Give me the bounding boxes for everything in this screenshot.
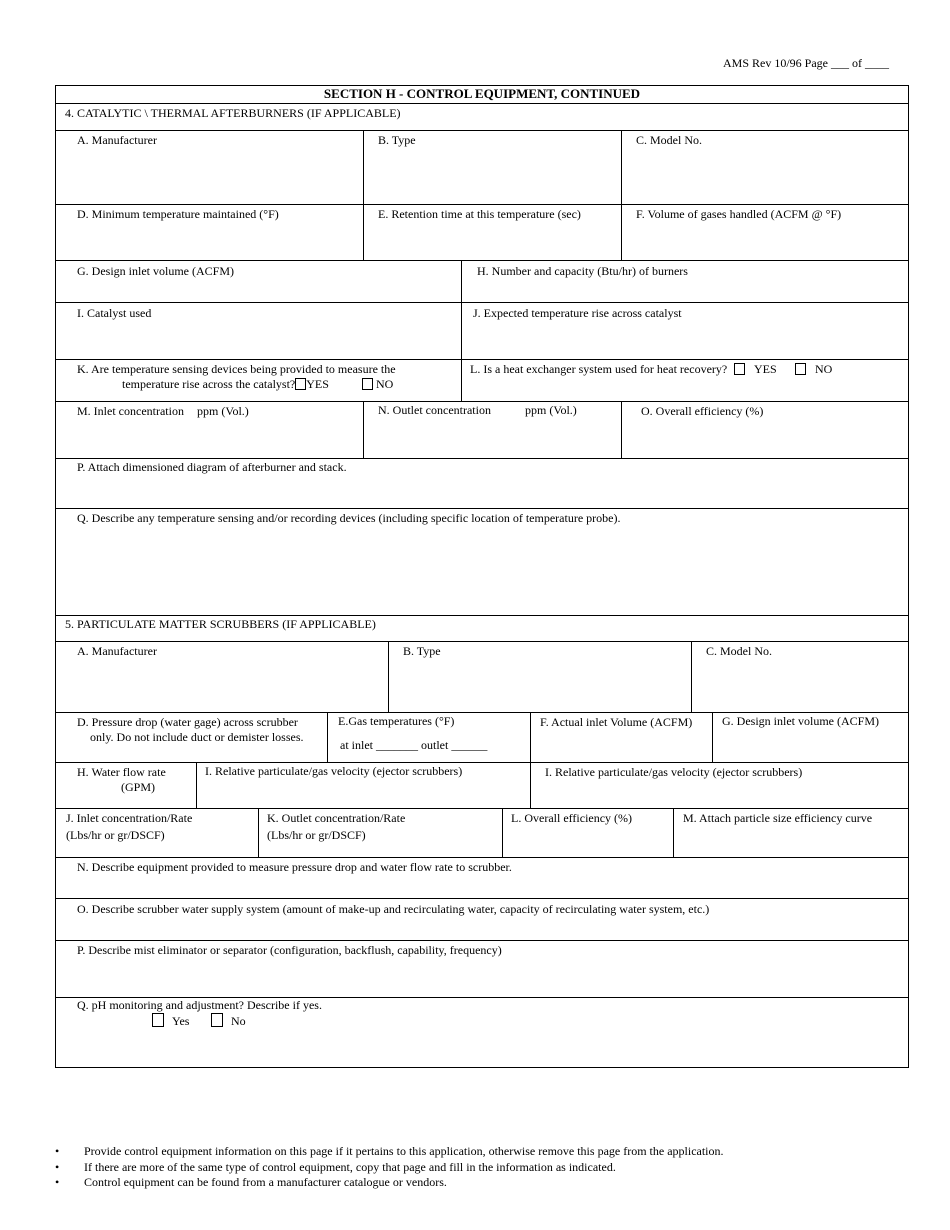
p5-ph-yes-option xyxy=(152,1013,189,1028)
p5-relative-velocity-right: I. Relative particulate/gas velocity (ejector scrubbers) xyxy=(545,765,803,779)
p5-ph-no-checkbox[interactable] xyxy=(211,1013,223,1027)
p5-manufacturer-label: A. Manufacturer xyxy=(77,644,157,658)
p4-catalyst-label: I. Catalyst used xyxy=(77,306,152,320)
part4-heading: 4. CATALYTIC \ THERMAL AFTERBURNERS (IF APPLICABLE) xyxy=(65,106,401,120)
p4-burners-label: H. Number and capacity (Btu/hr) of burners xyxy=(477,264,688,278)
p5-inlet-conc-line2: (Lbs/hr or gr/DSCF) xyxy=(66,828,165,842)
p4-k-no-label: NO xyxy=(376,377,394,391)
p4-l-yes-option xyxy=(734,362,777,376)
part5-heading: 5. PARTICULATE MATTER SCRUBBERS (IF APPLICABLE) xyxy=(65,617,376,631)
p4-type-label: B. Type xyxy=(378,133,416,147)
p5-model-label: C. Model No. xyxy=(706,644,772,658)
p4-l-yes-label: YES xyxy=(754,362,777,376)
p4-k-question-line2 xyxy=(122,377,329,391)
p5-design-inlet-label: G. Design inlet volume (ACFM) xyxy=(722,714,879,728)
p4-design-inlet-label: G. Design inlet volume (ACFM) xyxy=(77,264,234,278)
p5-outlet-conc-line1: K. Outlet concentration/Rate xyxy=(267,811,406,825)
note-item: • Control equipment can be found from a manufacturer catalogue or vendors. xyxy=(55,1175,724,1191)
p4-l-yes-checkbox[interactable] xyxy=(734,363,745,375)
p4-l-no-checkbox[interactable] xyxy=(795,363,806,375)
p4-outlet-conc-unit: ppm (Vol.) xyxy=(525,403,577,417)
p4-sensing-devices-label: Q. Describe any temperature sensing and/or recording devices (including specific location of temperature probe). xyxy=(77,511,621,525)
p5-ph-monitoring-label: Q. pH monitoring and adjustment? Describe if yes. xyxy=(77,998,322,1012)
p4-min-temp-label: D. Minimum temperature maintained (°F) xyxy=(77,207,279,221)
page-revision: AMS Rev 10/96 Page ___ of ____ xyxy=(723,56,889,70)
section-title: SECTION H - CONTROL EQUIPMENT, CONTINUED xyxy=(323,86,641,101)
p5-relative-velocity-left: I. Relative particulate/gas velocity (ejector scrubbers) xyxy=(205,764,463,778)
p4-l-no-label: NO xyxy=(815,362,833,376)
p5-ph-no-option xyxy=(211,1013,246,1028)
p5-gas-temp-label: E.Gas temperatures (°F) xyxy=(338,714,455,728)
p5-ph-yes-checkbox[interactable] xyxy=(152,1013,164,1027)
p4-efficiency-label: O. Overall efficiency (%) xyxy=(641,404,764,418)
p4-gas-volume-label: F. Volume of gases handled (ACFM @ °F) xyxy=(636,207,842,221)
p4-k-yes-checkbox[interactable] xyxy=(295,378,306,390)
p5-measure-equipment-label: N. Describe equipment provided to measure pressure drop and water flow rate to scrubber. xyxy=(77,860,512,874)
p4-manufacturer-label: A. Manufacturer xyxy=(77,133,157,147)
p4-diagram-label: P. Attach dimensioned diagram of afterburner and stack. xyxy=(77,460,347,474)
p5-mist-eliminator-label: P. Describe mist eliminator or separator (configuration, backflush, capability, frequency) xyxy=(77,943,502,957)
p4-temp-rise-label: J. Expected temperature rise across catalyst xyxy=(473,306,682,320)
p5-inlet-conc-line1: J. Inlet concentration/Rate xyxy=(66,811,193,825)
note-item: • If there are more of the same type of control equipment, copy that page and fill in the information as indicated. xyxy=(55,1160,724,1176)
p4-k-yes-label: YES xyxy=(306,377,329,391)
p5-gas-temp-inlet-outlet: at inlet _______ outlet ______ xyxy=(340,738,488,752)
p5-water-supply-label: O. Describe scrubber water supply system (amount of make-up and recirculating water, capacity of recirculating water system, etc.) xyxy=(77,902,710,916)
p4-outlet-conc-label: N. Outlet concentration xyxy=(378,403,491,417)
form-frame xyxy=(55,85,909,1068)
p4-l-no-option xyxy=(795,362,832,376)
p4-l-question: L. Is a heat exchanger system used for heat recovery? xyxy=(470,362,728,376)
p4-k-no-option xyxy=(362,377,393,391)
note-item: • Provide control equipment information on this page if it pertains to this application, otherwise remove this page from the application. xyxy=(55,1144,724,1160)
p4-k-no-checkbox[interactable] xyxy=(362,378,373,390)
p5-ph-no-label: No xyxy=(231,1014,246,1028)
p4-inlet-conc-unit: ppm (Vol.) xyxy=(197,404,249,418)
p5-outlet-conc-line2: (Lbs/hr or gr/DSCF) xyxy=(267,828,366,842)
p4-model-label: C. Model No. xyxy=(636,133,702,147)
p5-water-flow-line2: (GPM) xyxy=(121,780,156,794)
p5-efficiency-label: L. Overall efficiency (%) xyxy=(511,811,633,825)
p4-inlet-conc-label: M. Inlet concentration xyxy=(77,404,184,418)
p5-ph-yes-label: Yes xyxy=(172,1014,190,1028)
p5-particle-size-label: M. Attach particle size efficiency curve xyxy=(683,811,873,825)
p5-pressure-drop-line2: only. Do not include duct or demister losses. xyxy=(90,730,304,744)
p4-k-question-text: temperature rise across the catalyst? xyxy=(122,377,296,391)
p4-retention-label: E. Retention time at this temperature (sec) xyxy=(378,207,581,221)
p4-k-question-line1: K. Are temperature sensing devices being provided to measure the xyxy=(77,362,396,376)
p5-pressure-drop-line1: D. Pressure drop (water gage) across scrubber xyxy=(77,715,298,729)
p5-water-flow-line1: H. Water flow rate xyxy=(77,765,166,779)
p5-type-label: B. Type xyxy=(403,644,441,658)
p5-actual-inlet-label: F. Actual inlet Volume (ACFM) xyxy=(540,715,693,729)
instruction-notes xyxy=(55,1144,724,1191)
